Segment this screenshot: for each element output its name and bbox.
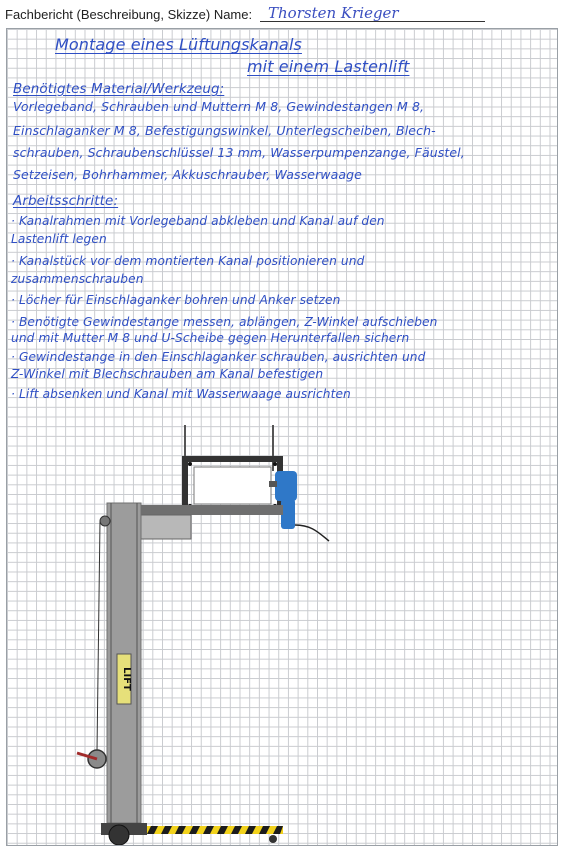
lift-cable bbox=[97, 521, 100, 751]
materials-line-2: Einschlaganker M 8, Befestigungswinkel, Unterlegscheiben, Blech- bbox=[13, 123, 436, 138]
step-line-10: · Lift absenken und Kanal mit Wasserwaage ausrichten bbox=[11, 387, 351, 401]
lift-arm bbox=[131, 505, 283, 515]
rear-wheel bbox=[269, 835, 277, 843]
step-line-7: und mit Mutter M 8 und U-Scheibe gegen Herunterfallen sichern bbox=[11, 331, 410, 345]
materials-line-1: Vorlegeband, Schrauben und Muttern M 8, Gewindestangen M 8, bbox=[13, 99, 425, 114]
front-wheel bbox=[109, 825, 129, 845]
title-line-1: Montage eines Lüftungskanals bbox=[55, 35, 302, 54]
step-line-2: Lastenlift legen bbox=[11, 232, 107, 246]
step-line-6: · Benötigte Gewindestange messen, ablängen, Z-Winkel aufschieben bbox=[11, 315, 438, 329]
frame-bolt bbox=[188, 462, 192, 466]
author-name: Thorsten Krieger bbox=[268, 4, 399, 22]
report-header bbox=[5, 4, 557, 25]
lift-label-text: LIFT bbox=[121, 667, 132, 691]
materials-line-3: schrauben, Schraubenschlüssel 13 mm, Wasserpumpenzange, Fäustel, bbox=[13, 145, 465, 160]
step-line-9: Z-Winkel mit Blechschrauben am Kanal befestigen bbox=[11, 367, 324, 381]
lift-sketch bbox=[7, 421, 557, 845]
step-line-4: zusammenschrauben bbox=[11, 272, 144, 286]
title-line-2: mit einem Lastenlift bbox=[247, 57, 410, 76]
step-line-8: · Gewindestange in den Einschlaganker schrauben, ausrichten und bbox=[11, 350, 426, 364]
duct-opening bbox=[194, 467, 271, 504]
step-line-3: · Kanalstück vor dem montierten Kanal positionieren und bbox=[11, 254, 365, 268]
drill-body bbox=[275, 471, 297, 501]
drill-cable bbox=[295, 525, 329, 541]
step-line-1: · Kanalrahmen mit Vorlegeband abkleben und Kanal auf den bbox=[11, 214, 385, 228]
frame-bolt bbox=[273, 462, 277, 466]
drill-handle bbox=[281, 499, 295, 529]
drill-chuck bbox=[269, 481, 277, 487]
top-pulley bbox=[100, 516, 110, 526]
step-line-5: · Löcher für Einschlaganker bohren und Anker setzen bbox=[11, 293, 341, 307]
materials-line-4: Setzeisen, Bohrhammer, Akkuschrauber, Wasserwaage bbox=[13, 167, 362, 182]
header-label: Fachbericht (Beschreibung, Skizze) Name: bbox=[5, 7, 253, 22]
materials-heading: Benötigtes Material/Werkzeug: bbox=[13, 81, 225, 97]
steps-heading: Arbeitsschritte: bbox=[13, 193, 119, 209]
grid-sheet bbox=[6, 28, 558, 846]
